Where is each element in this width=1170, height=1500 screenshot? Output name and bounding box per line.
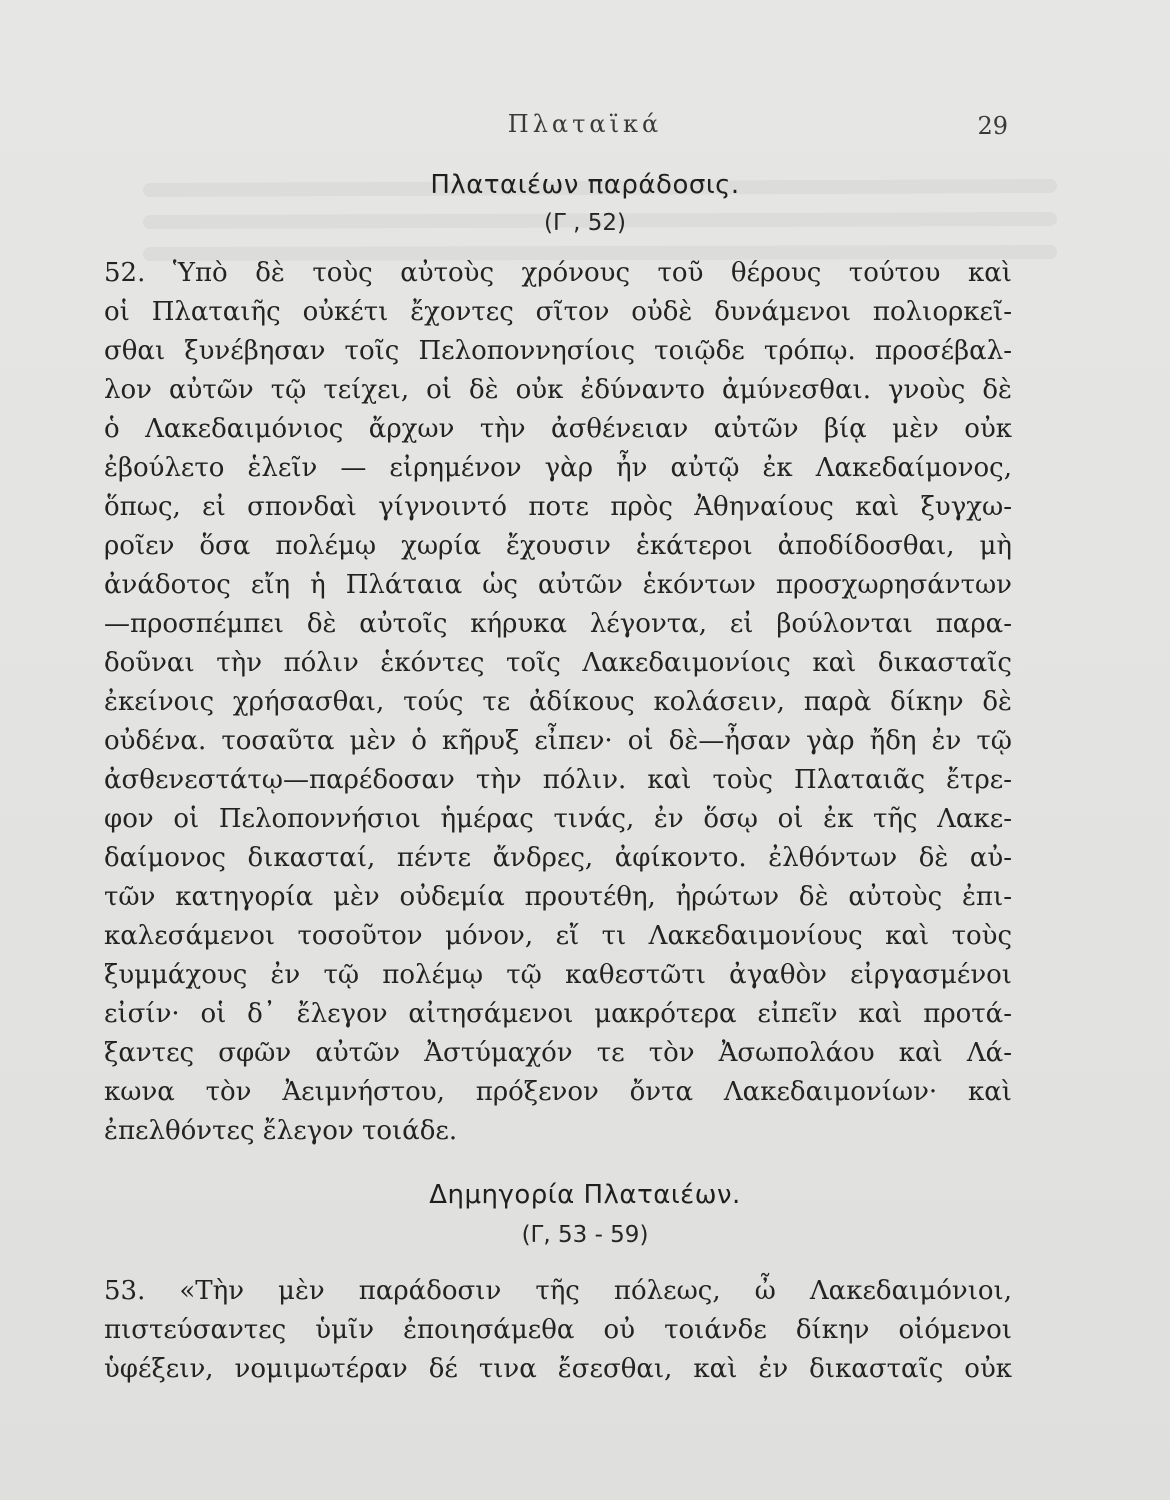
section-heading-2: Δημηγορία Πλαταιέων.	[429, 1180, 741, 1210]
text-line: ξυμμάχους ἐν τῷ πολέμῳ τῷ καθεστῶτι ἀγαθὸν εἰργασμένοι	[104, 960, 1012, 990]
section-heading-1: Πλαταιέων παράδοσις.	[430, 170, 740, 200]
text-line: λον αὐτῶν τῷ τείχει, οἱ δὲ οὐκ ἐδύναντο ἀμύνεσθαι. γνοὺς δὲ	[104, 375, 1012, 405]
paragraph-53	[104, 1272, 1012, 1389]
text-line: κωνα τὸν Ἀειμνήστου, πρόξενον ὄντα Λακεδαιμονίων· καὶ	[104, 1077, 1012, 1107]
section-reference-1: (Γ , 52)	[544, 210, 626, 236]
section-reference-2: (Γ, 53 - 59)	[521, 1222, 649, 1248]
text-line: —προσπέμπει δὲ αὐτοῖς κήρυκα λέγοντα, εἰ βούλονται παρα-	[104, 609, 1012, 639]
text-line: οἱ Πλαταιῆς οὐκέτι ἔχοντες σῖτον οὐδὲ δυνάμενοι πολιορκεῖ-	[104, 297, 1012, 327]
text-line: πιστεύσαντες ὑμῖν ἐποιησάμεθα οὐ τοιάνδε δίκην οἰόμενοι	[104, 1315, 1012, 1345]
text-line: 53. «Τὴν μὲν παράδοσιν τῆς πόλεως, ὦ Λακεδαιμόνιοι,	[104, 1276, 1012, 1306]
text-line: εἰσίν· οἱ δ᾽ ἔλεγον αἰτησάμενοι μακρότερα εἰπεῖν καὶ προτά-	[104, 999, 1012, 1029]
text-line: ὑφέξειν, νομιμωτέραν δέ τινα ἔσεσθαι, καὶ ἐν δικασταῖς οὐκ	[104, 1354, 1012, 1384]
text-line: 52. Ὑπὸ δὲ τοὺς αὐτοὺς χρόνους τοῦ θέρους τούτου καὶ	[104, 258, 1012, 288]
text-line: ἐβούλετο ἑλεῖν — εἰρημένον γὰρ ἦν αὐτῷ ἐκ Λακεδαίμονος,	[104, 453, 1012, 483]
text-line: δαίμονος δικασταί, πέντε ἄνδρες, ἀφίκοντο. ἐλθόντων δὲ αὐ-	[104, 843, 1012, 873]
text-line: ἀσθενεστάτῳ—παρέδοσαν τὴν πόλιν. καὶ τοὺς Πλαταιᾶς ἔτρε-	[104, 765, 1012, 795]
text-line: σθαι ξυνέβησαν τοῖς Πελοποννησίοις τοιῷδε τρόπῳ. προσέβαλ-	[104, 336, 1012, 366]
text-line: ἐπελθόντες ἔλεγον τοιάδε.	[104, 1116, 458, 1146]
text-line: οὐδένα. τοσαῦτα μὲν ὁ κῆρυξ εἶπεν· οἱ δὲ—ἦσαν γὰρ ἤδη ἐν τῷ	[104, 726, 1012, 756]
text-line: ἐκείνοις χρήσασθαι, τούς τε ἀδίκους κολάσειν, παρὰ δίκην δὲ	[104, 687, 1012, 717]
text-line: ξαντες σφῶν αὐτῶν Ἀστύμαχόν τε τὸν Ἀσωπολάου καὶ Λά-	[104, 1038, 1012, 1068]
paragraph-52	[104, 254, 1012, 1151]
text-line: τῶν κατηγορία μὲν οὐδεμία προυτέθη, ἠρώτων δὲ αὐτοὺς ἐπι-	[104, 882, 1012, 912]
text-line: ὁ Λακεδαιμόνιος ἄρχων τὴν ἀσθένειαν αὐτῶν βίᾳ μὲν οὐκ	[104, 414, 1012, 444]
text-line: καλεσάμενοι τοσοῦτον μόνον, εἴ τι Λακεδαιμονίους καὶ τοὺς	[104, 921, 1012, 951]
page-number: 29	[977, 112, 1008, 140]
running-title: Πλαταϊκά	[507, 110, 663, 138]
text-line: δοῦναι τὴν πόλιν ἑκόντες τοῖς Λακεδαιμονίοις καὶ δικασταῖς	[104, 648, 1012, 678]
text-line: ὅπως, εἰ σπονδαὶ γίγνοιντό ποτε πρὸς Ἀθηναίους καὶ ξυγχω-	[104, 492, 1012, 522]
text-line: φον οἱ Πελοποννήσιοι ἡμέρας τινάς, ἐν ὅσῳ οἱ ἐκ τῆς Λακε-	[104, 804, 1012, 834]
text-line: ἀνάδοτος εἴη ἡ Πλάταια ὡς αὐτῶν ἑκόντων προσχωρησάντων	[104, 570, 1012, 600]
text-line: ροῖεν ὅσα πολέμῳ χωρία ἔχουσιν ἑκάτεροι ἀποδίδοσθαι, μὴ	[104, 531, 1012, 561]
